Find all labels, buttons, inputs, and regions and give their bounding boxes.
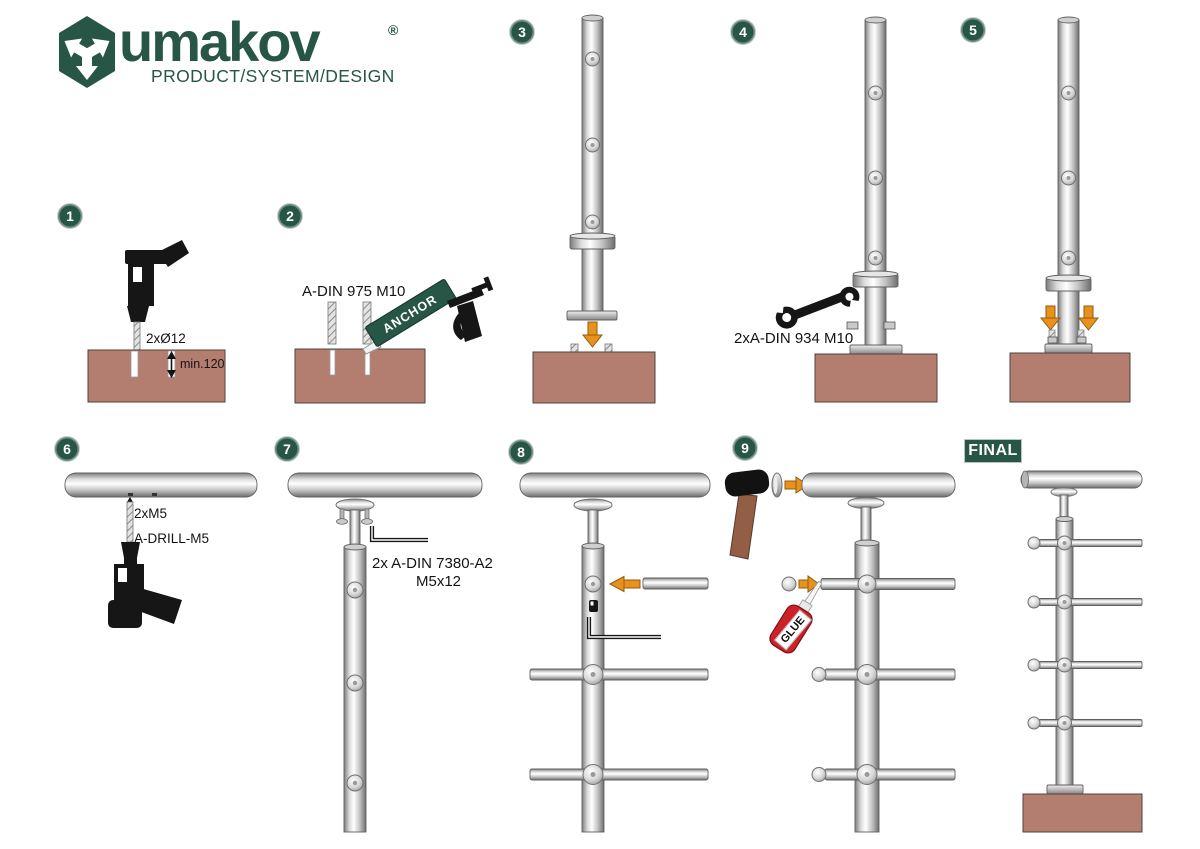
handrail-tube xyxy=(802,473,955,497)
step-badge-3: 3 xyxy=(510,20,534,44)
end-cap xyxy=(1022,471,1029,488)
crossbar-row xyxy=(1028,595,1142,609)
handrail-saddle xyxy=(574,499,612,511)
drill-bit xyxy=(134,322,140,350)
step7-illustration xyxy=(288,473,482,832)
set-screw-icon xyxy=(589,600,598,612)
step-badge-6: 6 xyxy=(55,437,79,461)
base-plate xyxy=(567,311,617,320)
crossbar xyxy=(821,579,955,590)
ball-end-cap xyxy=(1028,717,1040,729)
step-badge-2: 2 xyxy=(278,204,302,228)
drill-bit xyxy=(127,502,133,542)
threaded-rod xyxy=(363,302,371,344)
anchor-cartridge-label: ANCHOR xyxy=(380,292,440,336)
handrail-tube xyxy=(65,473,257,497)
step-badge-7: 7 xyxy=(275,437,299,461)
ball-end-cap xyxy=(1028,659,1040,671)
ball-end-cap xyxy=(1028,537,1040,549)
handrail-tube xyxy=(288,473,482,497)
brand-wordmark: umakov xyxy=(119,10,319,73)
drilled-hole xyxy=(131,351,138,377)
down-arrow-icon xyxy=(1079,306,1098,330)
step5-illustration xyxy=(1010,17,1130,402)
step1-illustration xyxy=(88,240,225,402)
brand-tagline: PRODUCT/SYSTEM/DESIGN xyxy=(151,66,395,86)
step-badge-9: 9 xyxy=(733,436,757,460)
drilled-hole xyxy=(330,350,335,375)
step7-screw-label-line1: 2x A-DIN 7380-A2 xyxy=(372,555,493,572)
left-arrow-icon xyxy=(610,577,640,592)
hex-nut xyxy=(847,322,858,329)
ball-end-cap xyxy=(1028,596,1040,608)
concrete-base xyxy=(295,349,425,403)
hex-nut xyxy=(884,322,895,329)
post xyxy=(1056,519,1073,787)
rod-tip xyxy=(1049,330,1055,337)
allen-key-icon xyxy=(372,526,428,540)
saddle-screw xyxy=(337,509,348,524)
mallet-icon xyxy=(724,468,771,559)
step6-tool-label: A-DRILL-M5 xyxy=(134,531,210,546)
step6-illustration xyxy=(65,473,257,628)
final-label: FINAL xyxy=(965,440,1021,462)
step8-illustration xyxy=(520,473,710,832)
crossbar xyxy=(530,669,708,680)
post-stem xyxy=(861,507,871,543)
drill-mark xyxy=(152,493,157,496)
step6-qty-label: 2xM5 xyxy=(134,506,168,521)
crossbar-row xyxy=(1028,658,1142,672)
step1-qty-label: 2xØ12 xyxy=(146,331,186,346)
crossbar-segment xyxy=(643,578,708,589)
drill-mark xyxy=(128,493,133,496)
rod-tip xyxy=(1078,330,1084,337)
concrete-base xyxy=(1023,794,1142,832)
crossbar xyxy=(530,769,708,780)
crossbar xyxy=(825,669,955,680)
down-arrow-icon xyxy=(583,322,602,347)
post-stem xyxy=(1060,495,1068,519)
step-badge-5: 5 xyxy=(961,18,985,42)
base-plate xyxy=(1047,785,1083,794)
step2-rod-label: A-DIN 975 M10 xyxy=(302,283,406,300)
final-illustration xyxy=(1021,471,1142,832)
step-badge-1: 1 xyxy=(58,204,82,228)
handrail-tube xyxy=(1021,471,1142,488)
crossbar xyxy=(825,769,955,780)
base-plate xyxy=(1045,344,1092,353)
threaded-rod xyxy=(328,302,336,344)
step7-screw-label-line2: M5x12 xyxy=(416,573,462,590)
step-badge-4: 4 xyxy=(731,20,755,44)
concrete-base xyxy=(1010,353,1130,402)
hex-nut xyxy=(1077,337,1086,343)
hex-nut xyxy=(1048,337,1057,343)
ball-end-cap xyxy=(812,668,826,682)
crossbar-row xyxy=(1028,716,1142,730)
umakov-logo-icon xyxy=(59,16,115,88)
glue-bottle-label: GLUE xyxy=(774,610,812,651)
saddle-screw xyxy=(362,509,373,524)
concrete-base xyxy=(815,354,937,402)
ball-end-cap xyxy=(812,768,826,782)
step1-depth-label: min.120 xyxy=(180,357,225,371)
handrail-tube xyxy=(520,473,710,497)
step-badge-8: 8 xyxy=(509,440,533,464)
ball-end-cap xyxy=(782,577,796,591)
crossbar-row xyxy=(1028,536,1142,550)
post-stem xyxy=(588,510,598,546)
base-plate xyxy=(850,345,902,354)
registered-trademark-symbol: ® xyxy=(388,22,399,38)
concrete-base xyxy=(533,352,655,403)
step3-illustration xyxy=(533,15,655,403)
post-stem xyxy=(350,510,360,547)
step9-illustration xyxy=(724,468,955,832)
down-arrow-icon xyxy=(1041,306,1060,330)
step4-nut-label: 2xA-DIN 934 M10 xyxy=(734,330,854,347)
